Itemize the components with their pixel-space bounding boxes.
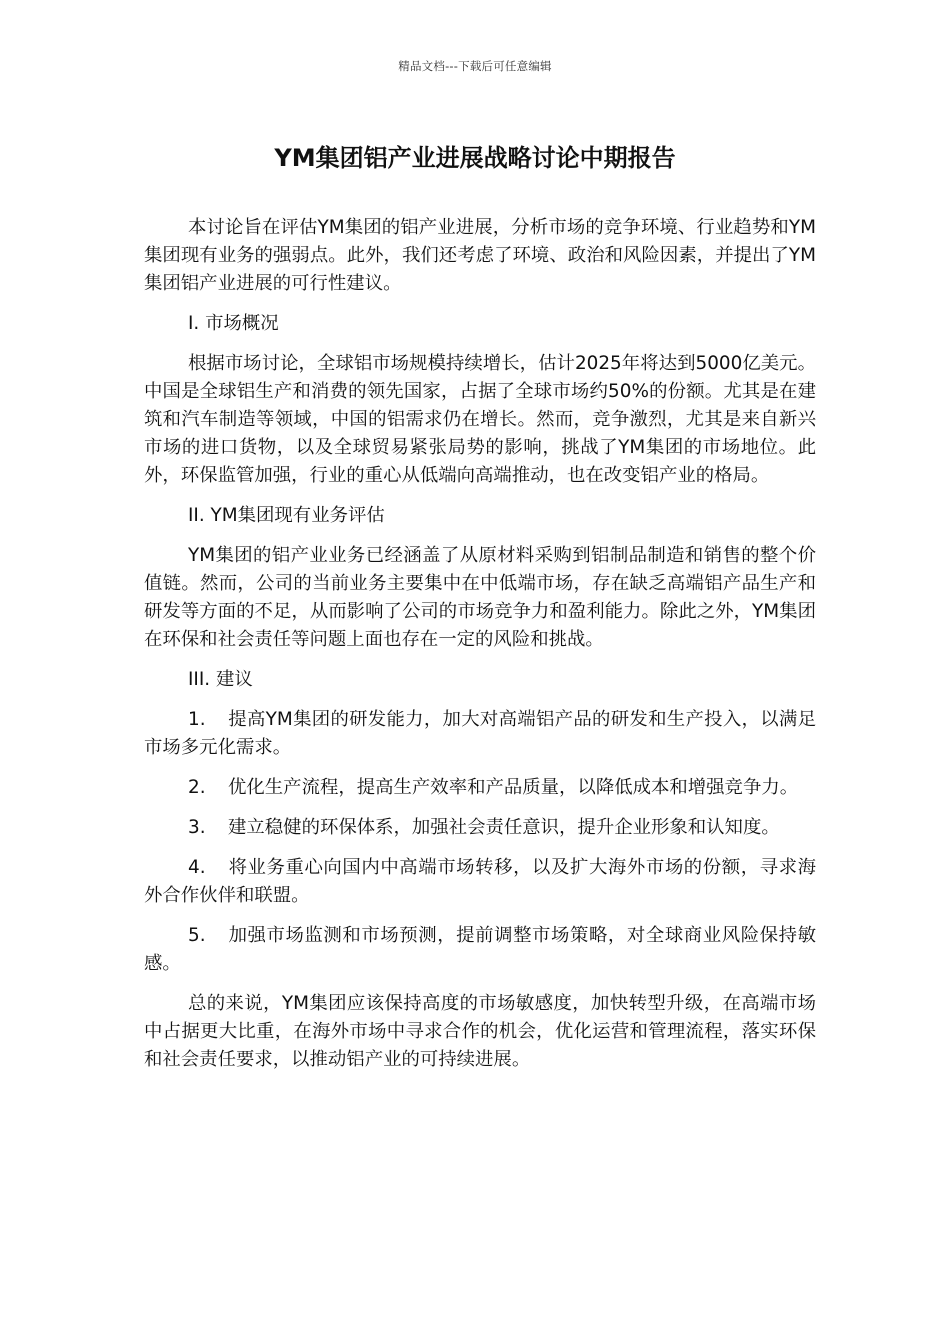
intro-paragraph: 本讨论旨在评估YM集团的铝产业进展，分析市场的竞争环境、行业趋势和YM集团现有业务的强弱点。此外，我们还考虑了环境、政治和风险因素，并提出了YM集团铝产业进展的可行性建议。 bbox=[144, 217, 816, 294]
recommendation-text: 建立稳健的环保体系，加强社会责任意识，提升企业形象和认知度。 bbox=[228, 817, 780, 838]
market-paragraph: 根据市场讨论，全球铝市场规模持续增长，估计2025年将达到5000亿美元。中国是全球铝生产和消费的领先国家，占据了全球市场约50%的份额。尤其是在建筑和汽车制造等领域，中国的铝需求仍在增长。然而，竞争激烈，尤其是来自新兴市场的进口货物，以及全球贸易紧张局势的影响，挑战了YM集团的市场地位。此外，环保监管加强，行业的重心从低端向高端推动，也在改变铝产业的格局。 bbox=[144, 353, 816, 486]
recommendation-item bbox=[144, 774, 816, 802]
recommendation-text: 将业务重心向国内中高端市场转移，以及扩大海外市场的份额，寻求海外合作伙伴和联盟。 bbox=[144, 857, 816, 906]
business-paragraph: YM集团的铝产业业务已经涵盖了从原材料采购到铝制品制造和销售的整个价值链。然而，公司的当前业务主要集中在中低端市场，存在缺乏高端铝产品生产和研发等方面的不足，从而影响了公司的市场竞争力和盈利能力。除此之外，YM集团在环保和社会责任等问题上面也存在一定的风险和挑战。 bbox=[144, 545, 816, 650]
recommendation-number: 3. bbox=[188, 817, 206, 838]
recommendation-text: 提高YM集团的研发能力，加大对高端铝产品的研发和生产投入，以满足市场多元化需求。 bbox=[144, 709, 816, 758]
section-heading-business: II. YM集团现有业务评估 bbox=[188, 505, 385, 526]
document-body bbox=[144, 214, 816, 1086]
recommendation-item bbox=[144, 706, 816, 762]
recommendation-item bbox=[144, 854, 816, 910]
section-heading-recommendations: III. 建议 bbox=[188, 669, 253, 690]
recommendation-text: 加强市场监测和市场预测，提前调整市场策略，对全球商业风险保持敏感。 bbox=[144, 925, 816, 974]
recommendation-item bbox=[144, 922, 816, 978]
recommendation-number: 2. bbox=[188, 777, 206, 798]
header-note: 精品文档---下载后可任意编辑 bbox=[398, 59, 552, 73]
document-title: YM集团铝产业进展战略讨论中期报告 bbox=[274, 144, 676, 172]
recommendation-text: 优化生产流程，提高生产效率和产品质量，以降低成本和增强竞争力。 bbox=[228, 777, 799, 798]
recommendation-number: 4. bbox=[188, 857, 206, 878]
conclusion-paragraph: 总的来说，YM集团应该保持高度的市场敏感度，加快转型升级，在高端市场中占据更大比重，在海外市场中寻求合作的机会，优化运营和管理流程，落实环保和社会责任要求，以推动铝产业的可持续进展。 bbox=[144, 993, 816, 1070]
recommendation-item bbox=[144, 814, 816, 842]
recommendation-number: 5. bbox=[188, 925, 206, 946]
section-heading-market: I. 市场概况 bbox=[188, 313, 279, 334]
recommendation-number: 1. bbox=[188, 709, 206, 730]
